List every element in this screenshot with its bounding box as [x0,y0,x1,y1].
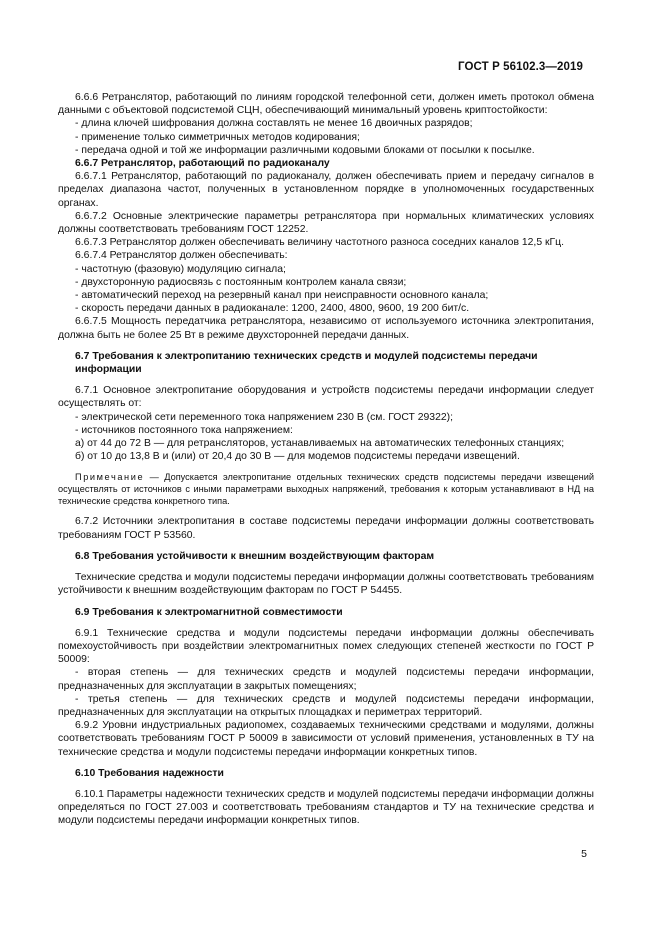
heading-6-7: 6.7 Требования к электропитанию технических средств и модулей подсистемы передачи информации [75,350,538,376]
paragraph-6-9-2: 6.9.2 Уровни индустриальных радиопомех, создаваемых техническими средствами и модулями, должны соответствовать требованиям ГОСТ Р 50009 в зависимости от условий применения, установленных в ТУ на технические средства и модули подсистемы передачи информации конкретных типов. [58,720,594,758]
paragraph-6-6-7-5: 6.6.7.5 Мощность передатчика ретранслятора, независимо от используемого источника электропитания, должна быть не более 25 Вт в режиме двухсторонней передачи данных. [58,316,594,341]
paragraph-6-6-7-3: 6.6.7.3 Ретранслятор должен обеспечивать величину частотного разноса соседних каналов 12,5 кГц. [75,237,564,249]
paragraph-6-9-1-item: - третья степень — для технических средств и модулей подсистемы передачи информации, предназначенных для эксплуатации на открытых площадках и периметрах территорий. [58,693,594,718]
list-item: - длина ключей шифрования должна составлять не менее 16 двоичных разрядов; [75,118,473,130]
paragraph-6-6-7-2: 6.6.7.2 Основные электрические параметры ретранслятора при нормальных климатических условиях должны соответствовать требованиям ГОСТ 12252. [58,210,594,236]
list-item: - электрической сети переменного тока напряжением 230 В (см. ГОСТ 29322); [75,411,453,423]
paragraph-6-6-7-1: 6.6.7.1 Ретранслятор, работающий по радиоканалу, должен обеспечивать прием и передачу сигналов в пределах диапазона частот, полученных в установленном порядке в уполномоченных государственных органах. [58,171,594,209]
paragraph-6-10-1: 6.10.1 Параметры надежности технических средств и модулей подсистемы передачи информации должны определяться по ГОСТ 27.003 и соответствовать требованиям стандартов и ТУ на технические средства и модули подсистемы передачи информации конкретных типов. [58,788,594,827]
list-item: - двухсторонную радиосвязь с постоянным контролем канала связи; [75,276,407,288]
heading-6-8: 6.8 Требования устойчивости к внешним воздействующим факторам [75,550,435,562]
list-item: - передача одной и той же информации различными кодовыми блоками от посылки к посылке. [75,144,535,156]
heading-6-9: 6.9 Требования к электромагнитной совместимости [75,606,343,618]
list-item: - скорость передачи данных в радиоканале: 1200, 2400, 4800, 9600, 19 200 бит/с. [75,303,470,315]
page-body [58,91,594,828]
heading-6-10: 6.10 Требования надежности [75,767,224,779]
note-text: — Допускается электропитание отдельных технических средств подсистемы передачи извещений осуществлять от источников с иными параметрами выходных напряжений, требования к которым устанавливают в НД на технические средства конкретного типа. [58,472,594,507]
list-item: - частотную (фазовую) модуляцию сигнала; [75,263,286,275]
paragraph-6-7-1: 6.7.1 Основное электропитание оборудования и устройств подсистемы передачи информации следует осуществлять от: [58,385,594,410]
paragraph-6-6-6: 6.6.6 Ретранслятор, работающий по линиям городской телефонной сети, должен иметь протокол обмена данными с объектовой подсистемой СЦН, обеспечивающий минимальный уровень криптостойкости: [58,92,594,117]
paragraph-6-9-1: 6.9.1 Технические средства и модули подсистемы передачи информации должны обеспечивать помехоустойчивость при воздействии электромагнитных помех следующих степеней жесткости по ГОСТ Р 50009: [58,627,594,666]
note [58,471,594,507]
paragraph-6-7-1-a: а) от 44 до 72 В — для ретрансляторов, устанавливаемых на автоматических телефонных станциях; [75,438,565,450]
paragraph-6-7-1-b: б) от 10 до 13,8 В и (или) от 20,4 до 30 В — для модемов подсистемы передачи извещений. [75,451,520,463]
list-item: - источников постоянного тока напряжением: [75,424,293,436]
page-number: 5 [581,848,587,860]
paragraph-6-8: Технические средства и модули подсистемы передачи информации должны соответствовать требованиям устойчивости к внешним воздействующим факторам по ГОСТ Р 54455. [58,572,594,597]
heading-6-6-7: 6.6.7 Ретранслятор, работающий по радиоканалу [75,158,330,170]
list-item: - применение только симметричных методов кодирования; [75,131,360,143]
document-id: ГОСТ Р 56102.3—2019 [458,61,583,73]
paragraph-6-6-7-4: 6.6.7.4 Ретранслятор должен обеспечивать: [75,250,288,262]
paragraph-6-7-2: 6.7.2 Источники электропитания в составе подсистемы передачи информации должны соответствовать требованиям ГОСТ Р 53560. [58,516,594,541]
note-label: Примечание [75,472,145,483]
list-item: - автоматический переход на резервный канал при неисправности основного канала; [75,290,489,302]
paragraph-6-9-1-item: - вторая степень — для технических средств и модулей подсистемы передачи информации, предназначенных для эксплуатации в закрытых помещениях; [58,667,594,692]
